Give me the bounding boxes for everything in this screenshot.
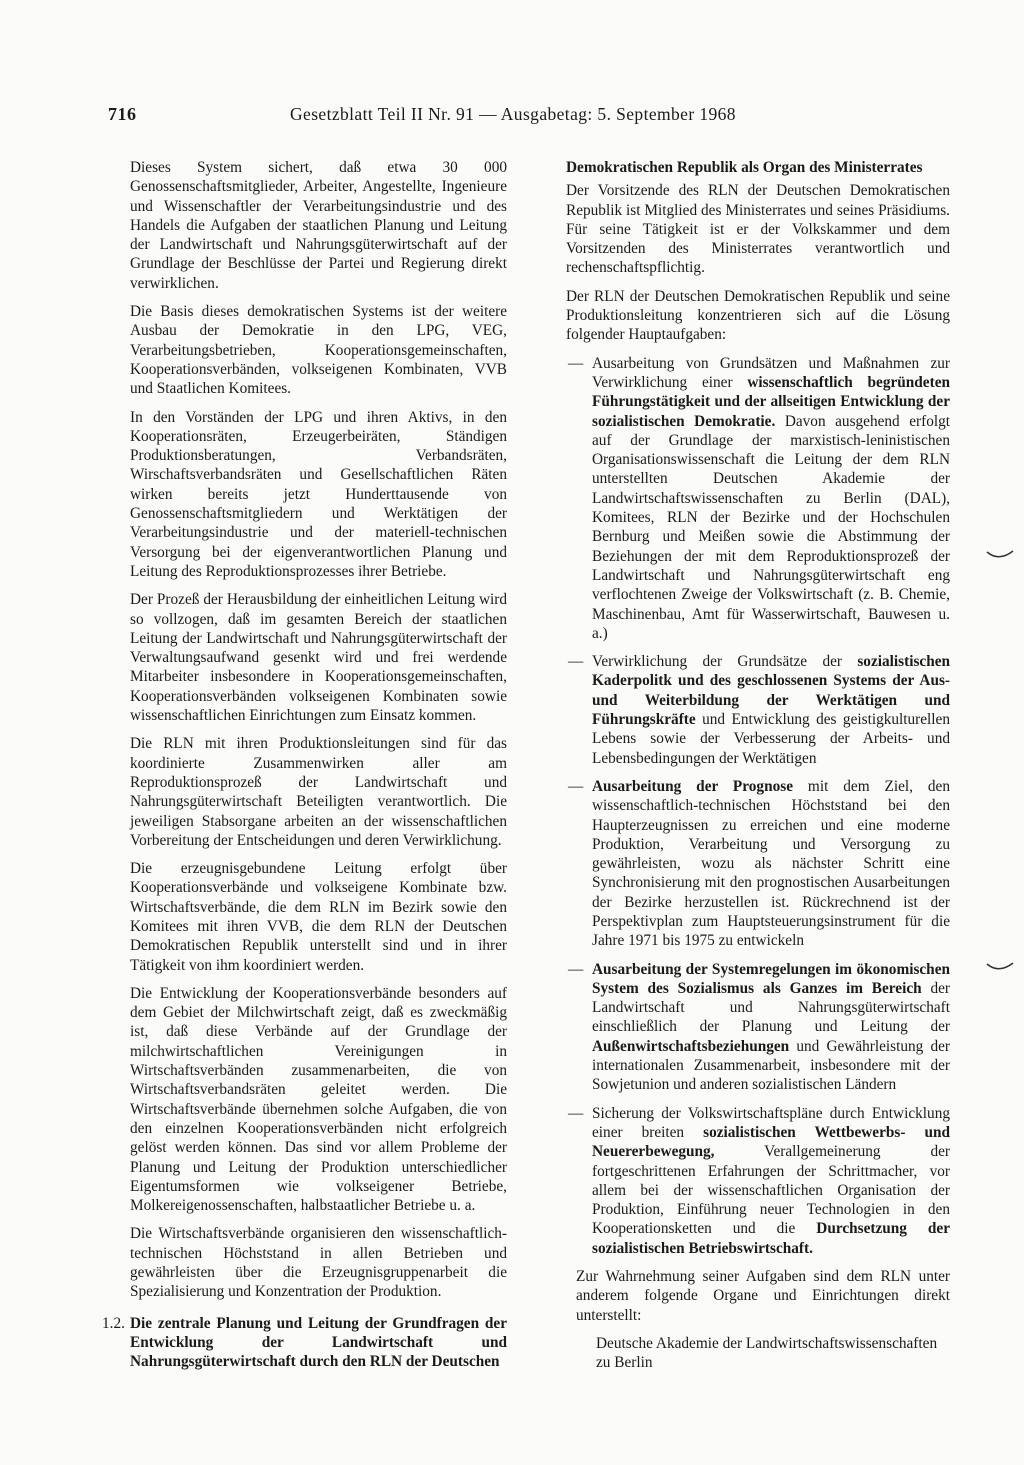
- margin-mark-icon: [985, 548, 1015, 562]
- margin-mark-icon: [985, 960, 1015, 974]
- section-heading: [102, 1314, 507, 1372]
- header-title: Gesetzblatt Teil II Nr. 91 — Ausgabetag: 5. September 1968: [290, 104, 736, 124]
- paragraph: Die Wirtschaftsverbände organisieren den wissenschaftlich-technischen Höchststand in allen Betrieben und gewährleisten über die Erzeugnisgruppenarbeit die Spezialisierung und Konzentration der Produktion.: [130, 1225, 507, 1301]
- institution-name: Deutsche Akademie der Landwirtschaftswissenschaften zu Berlin: [596, 1334, 938, 1372]
- paragraph: Dieses System sichert, daß etwa 30 000 Genossenschaftsmitglieder, Arbeiter, Angestellte, Ingenieure und Wissenschaftler der Verarbeitungsindustrie und des Handels die Aufgaben der staatlichen Planung und Leitung der Landwirtschaft und Nahrungsgüterwirtschaft auf der Grundlage der Beschlüsse der Partei und Regierung direkt verwirklichen.: [130, 159, 507, 292]
- page-number: 716: [108, 104, 137, 124]
- dash-bullet: —: [568, 777, 584, 795]
- dash-bullet: —: [568, 653, 584, 671]
- dash-bullet: —: [568, 960, 584, 978]
- paragraph: Der RLN der Deutschen Demokratischen Republik und seine Produktionsleitung konzentrieren sich auf die Lösung folgender Hauptaufgaben:: [566, 287, 950, 344]
- page-header: [0, 104, 1024, 134]
- paragraph: Der Vorsitzende des RLN der Deutschen Demokratischen Republik ist Mitglied des Ministerrates und seines Präsidiums. Für seine Tätigkeit ist er der Volkskammer und dem Vorsitzenden des Ministerrates verantwortlich und rechenschaftspflichtig.: [566, 182, 950, 277]
- list-item: — Ausarbeitung der Systemregelungen im ökonomischen System des Sozialismus als Ganzes im Bereich der Landwirtschaft und Nahrungsgüterwirtschaft einschließlich der Planung und Leitung der Außenwirtschaftsbeziehungen und Gewährleistung der internationalen Zusammenarbeit, insbesondere mit der Sowjetunion und anderen sozialistischen Ländern: [568, 960, 951, 1094]
- section-number: 1.2.: [102, 1314, 125, 1332]
- paragraph: Die Entwicklung der Kooperationsverbände besonders auf dem Gebiet der Milchwirtschaft zeigt, daß es zweckmäßig ist, daß diese Verbände auf der Grundlage der milchwirtschaftlichen Vereinigungen in Wirtschaftsverbänden zusammenarbeiten, die von Wirtschaftsverbandsräten geleitet werden. Die Wirtschaftsverbände übernehmen solche Aufgaben, die von den einzelnen Kooperationsverbänden nicht erfolgreich gelöst werden können. Das sind vor allem Probleme der Planung und Leitung der Produktion unterschiedlicher Eigentumsformen wie volkseigener Betriebe, Molkereigenossenschaften, halbstaatlicher Betriebe u. a.: [130, 984, 507, 1215]
- paragraph: In den Vorständen der LPG und ihren Aktivs, in den Kooperationsräten, Erzeugerbeiräten, Ständigen Produktionsberatungen, Verbandsräten, Wirschaftsverbandsräten und Gesellschaftlichen Räten wirken bereits jetzt Hunderttausende von Genossenschaftsmitgliedern und Werktätigen der Verarbeitungsindustrie und der materiell-technischen Versorgung bei der eigenverantwortlichen Planung und Leitung des Reproduktionsprozesses ihrer Betriebe.: [130, 408, 507, 580]
- right-column: [566, 158, 950, 1382]
- paragraph: Die RLN mit ihren Produktionsleitungen sind für das koordinierte Zusammenwirken aller am Reproduktionsprozeß der Landwirtschaft und Nahrungsgüterwirtschaft Beteiligten verantwortlich. Die jeweiligen Stabsorgane arbeiten an der wissenschaftlichen Vorbereitung der Entscheidungen und deren Verwirklichung.: [130, 735, 507, 849]
- dash-bullet: —: [568, 354, 584, 372]
- paragraph: Der Prozeß der Herausbildung der einheitlichen Leitung wird so vollzogen, daß im gesamten Bereich der staatlichen Leitung der Landwirtschaft und Nahrungsgüterwirtschaft der Verwaltungsaufwand gesenkt wird und frei werdende Mitarbeiter insbesondere in Kooperationsgemeinschaften, Kooperationsverbänden volkseigenen Kombinaten sowie wissenschaftlichen Einrichtungen zum Einsatz kommen.: [130, 591, 507, 725]
- left-column: [102, 158, 507, 1372]
- list-item: — Verwirklichung der Grundsätze der sozialistischen Kaderpolitk und des geschlossenen Systems der Aus- und Weiterbildung der Werktätigen und Führungskräfte und Entwicklung des geistigkulturellen Lebens sowie der Verbesserung der Arbeits- und Lebensbedingungen der Werktätigen: [568, 653, 950, 767]
- paragraph: Die erzeugnisgebundene Leitung erfolgt über Kooperationsverbände und volkseigene Kombinate bzw. Wirtschaftsverbände, die dem RLN im Bezirk sowie den Komitees mit ihren VVB, die dem RLN der Deutschen Demokratischen Republik unterstellt sind und in ihrer Tätigkeit von ihm koordiniert werden.: [130, 860, 507, 974]
- task-list: [566, 354, 950, 1258]
- list-item: — Sicherung der Volkswirtschaftspläne durch Entwicklung einer breiten sozialistischen Wettbewerbs- und Neuererbewegung, Verallgemeinerung der fortgeschrittenen Erfahrungen der Schrittmacher, vor allem bei der wissenschaftlichen Organisation der Produktion, Einführung neuer Technologien in den Kooperationsketten und die Durchsetzung der sozialistischen Betriebswirtschaft.: [568, 1104, 950, 1257]
- section-heading-continued: Demokratischen Republik als Organ des Ministerrates: [566, 159, 923, 176]
- dash-bullet: —: [568, 1104, 584, 1122]
- list-item: — Ausarbeitung der Prognose mit dem Ziel, den wissenschaftlich-technischen Höchststand bei den Haupterzeugnissen zu erreichen und eine moderne Produktion, Verarbeitung und Versorgung zu gewährleisten, wozu als nächster Schritt eine Synchronisierung mit den prognostischen Ausarbeitungen der Bezirke herzustellen ist. Rückrechnend ist der Perspektivplan zum Hauptsteuerungsinstrument für die Jahre 1971 bis 1975 zu entwickeln: [568, 777, 950, 950]
- closing-paragraph: Zur Wahrnehmung seiner Aufgaben sind dem RLN unter anderem folgende Organe und Einrichtungen direkt unterstellt:: [576, 1268, 950, 1324]
- section-title: Die zentrale Planung und Leitung der Grundfragen der Entwicklung der Landwirtschaft und Nahrungsgüterwirtschaft durch den RLN der Deutschen: [130, 1314, 507, 1371]
- list-item: — Ausarbeitung von Grundsätzen und Maßnahmen zur Verwirklichung einer wissenschaftlich begründeten Führungstätigkeit und der allseitigen Entwicklung der sozialistischen Demokratie. Davon ausgehend erfolgt auf der Grundlage der marxistisch-leninistischen Organisationswissenschaft die Leitung der dem RLN unterstellten Deutschen Akademie der Landwirtschaftswissenschaften zu Berlin (DAL), Komitees, RLN der Bezirke und der Hochschulen Bernburg und Meißen sowie die Abstimmung der Beziehungen der mit dem Reproduktionsprozeß der Landwirtschaft und Nahrungsgüterwirtschaft eng verflochtenen Zweige der Volkswirtschaft (z. B. Chemie, Maschinenbau, Amt für Wasserwirtschaft, Bauwesen u. a.): [568, 354, 950, 642]
- paragraph: Die Basis dieses demokratischen Systems ist der weitere Ausbau der Demokratie in den LPG, VEG, Verarbeitungsbetrieben, Kooperationsgemeinschaften, Kooperationsverbänden, volkseigenen Kombinaten, VVB und Staatlichen Komitees.: [130, 303, 507, 398]
